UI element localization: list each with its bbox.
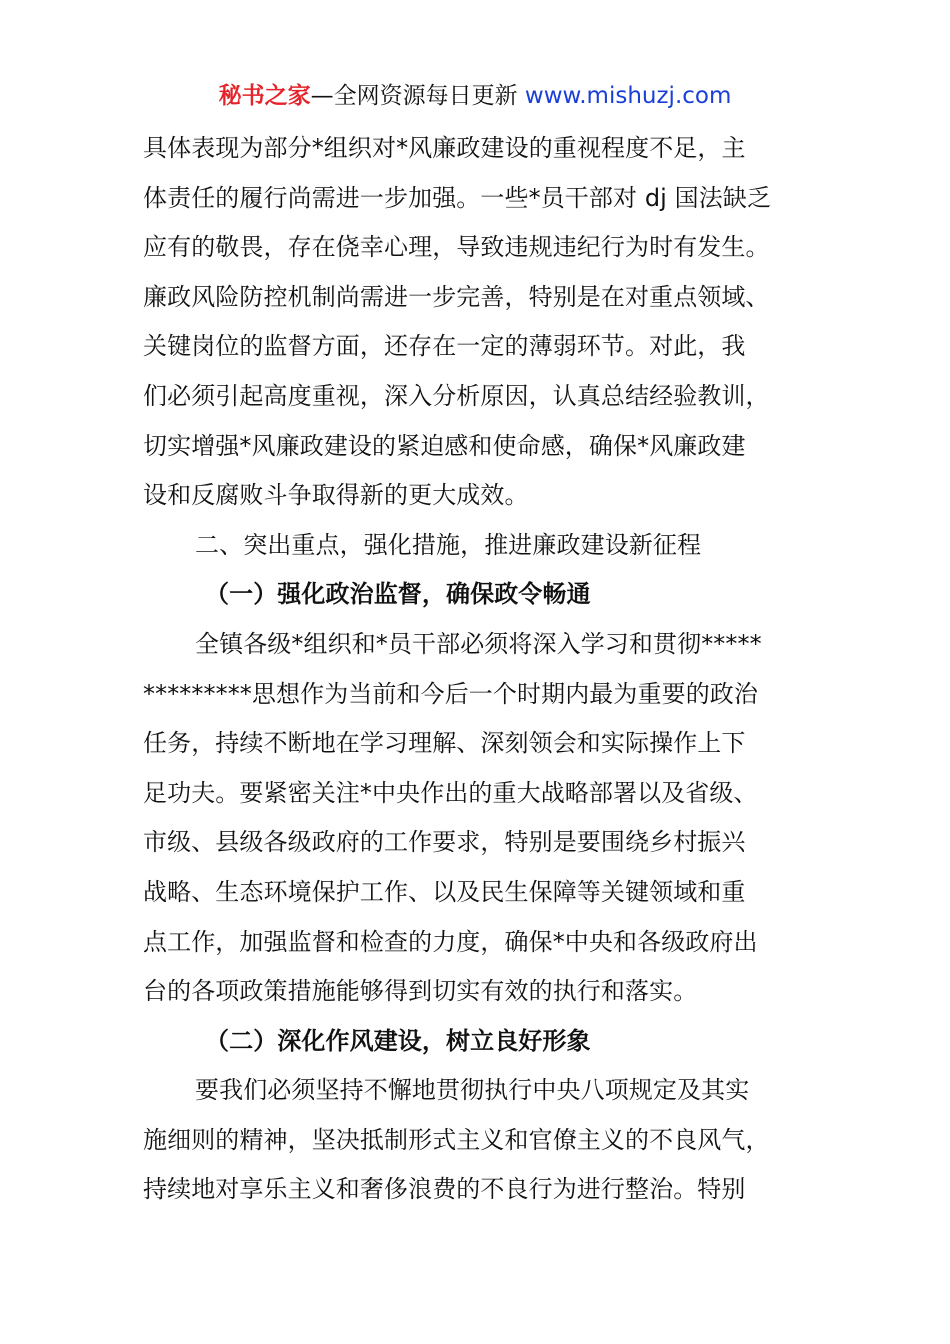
subsection-heading: （二）深化作风建设，树立良好形象 xyxy=(205,1026,591,1055)
body-line: 战略、生态环境保护工作、以及民生保障等关键领域和重 xyxy=(143,877,746,906)
body-line: 关键岗位的监督方面，还存在一定的薄弱环节。对此，我 xyxy=(143,332,746,361)
subsection-heading: （一）强化政治监督，确保政令畅通 xyxy=(205,580,591,609)
body-line: 全镇各级*组织和*员干部必须将深入学习和贯彻***** xyxy=(195,629,762,658)
body-line: 体责任的履行尚需进一步加强。一些*员干部对 dj 国法缺乏 xyxy=(143,183,772,212)
body-line: 持续地对享乐主义和奢侈浪费的不良行为进行整治。特别 xyxy=(143,1175,746,1204)
site-url-link[interactable]: www.mishuzj.com xyxy=(524,83,732,109)
document-body xyxy=(143,124,808,1215)
header-tagline: —全网资源每日更新 xyxy=(310,83,525,109)
body-line: 廉政风险防控机制尚需进一步完善，特别是在对重点领域、 xyxy=(143,282,770,311)
brand-name: 秘书之家 xyxy=(218,83,311,109)
body-line: 点工作，加强监督和检查的力度，确保*中央和各级政府出 xyxy=(143,927,758,956)
body-line: 任务，持续不断地在学习理解、深刻领会和实际操作上下 xyxy=(143,729,746,758)
body-line: 足功夫。要紧密关注*中央作出的重大战略部署以及省级、 xyxy=(143,778,758,807)
site-header xyxy=(0,80,950,112)
body-line: 应有的敬畏，存在侥幸心理，导致违规违纪行为时有发生。 xyxy=(143,233,770,262)
body-line: *********思想作为当前和今后一个时期内最为重要的政治 xyxy=(143,679,758,708)
body-line: 要我们必须坚持不懈地贯彻执行中央八项规定及其实 xyxy=(195,1076,750,1105)
body-line: 切实增强*风廉政建设的紧迫感和使命感，确保*风廉政建 xyxy=(143,431,746,460)
body-line: 具体表现为部分*组织对*风廉政建设的重视程度不足，主 xyxy=(143,134,746,162)
body-line: 们必须引起高度重视，深入分析原因，认真总结经验教训， xyxy=(143,381,770,410)
body-line: 设和反腐败斗争取得新的更大成效。 xyxy=(143,481,529,510)
body-line: 台的各项政策措施能够得到切实有效的执行和落实。 xyxy=(143,977,698,1006)
section-heading: 二、突出重点，强化措施，推进廉政建设新征程 xyxy=(195,530,702,559)
body-line: 施细则的精神，坚决抵制形式主义和官僚主义的不良风气， xyxy=(143,1125,770,1154)
body-line: 市级、县级各级政府的工作要求，特别是要围绕乡村振兴 xyxy=(143,828,746,857)
